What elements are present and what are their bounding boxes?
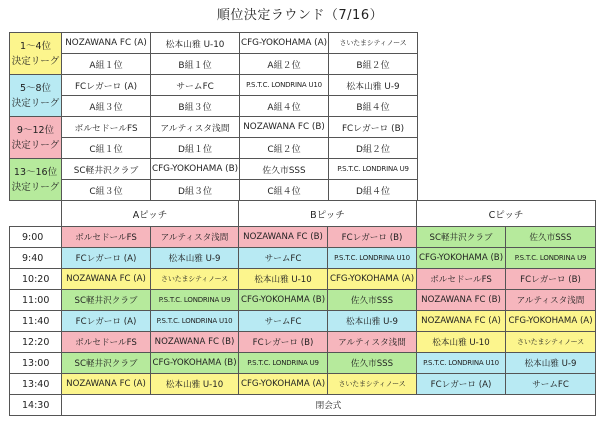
match-team: P.S.T.C. LONDRINA U9 <box>506 248 596 269</box>
match-team: P.S.T.C. LONDRINA U9 <box>151 290 239 311</box>
league-team: NOZAWANA FC (A) <box>62 33 151 54</box>
league-team: CFG-YOKOHAMA (A) <box>240 33 329 54</box>
match-team: サームFC <box>239 248 328 269</box>
match-time: 11:40 <box>10 311 62 332</box>
league-label-line: 13～16位 <box>13 166 58 178</box>
match-team: FCレガーロ (B) <box>239 332 328 353</box>
league-team: CFG-YOKOHAMA (B) <box>151 159 240 180</box>
league-team: 松本山雅 U-9 <box>329 75 418 96</box>
match-team: SC軽井沢クラブ <box>62 290 151 311</box>
match-team: ボルセドールFS <box>62 227 151 248</box>
match-team: NOZAWANA FC (B) <box>417 290 506 311</box>
league-team: SC軽井沢クラブ <box>62 159 151 180</box>
schedule-row <box>10 353 596 374</box>
league-rank-row <box>10 96 418 117</box>
league-rank: B組２位 <box>329 54 418 75</box>
match-team: CFG-YOKOHAMA (A) <box>239 374 328 395</box>
match-team: CFG-YOKOHAMA (A) <box>506 311 596 332</box>
schedule-row <box>10 248 596 269</box>
closing-time: 14:30 <box>10 395 62 416</box>
league-rank-row <box>10 54 418 75</box>
league-label <box>10 33 62 75</box>
league-team: P.S.T.C. LONDRINA U9 <box>329 159 418 180</box>
header-corner <box>10 201 62 227</box>
match-time: 9:40 <box>10 248 62 269</box>
league-label-line: 9～12位 <box>16 124 55 136</box>
match-team: FCレガーロ (B) <box>506 269 596 290</box>
match-team: NOZAWANA FC (A) <box>62 269 151 290</box>
league-rank: B組１位 <box>151 54 240 75</box>
match-team: P.S.T.C. LONDRINA U9 <box>239 353 328 374</box>
league-team: 佐久市SSS <box>240 159 329 180</box>
league-rank: C組１位 <box>62 138 151 159</box>
league-rank: B組４位 <box>329 96 418 117</box>
match-team: NOZAWANA FC (B) <box>239 227 328 248</box>
match-time: 11:00 <box>10 290 62 311</box>
match-team: FCレガーロ (B) <box>328 227 417 248</box>
league-label-line: 決定リーグ <box>11 55 60 67</box>
league-table <box>9 32 418 201</box>
match-team: CFG-YOKOHAMA (A) <box>328 269 417 290</box>
league-team: 松本山雅 U-10 <box>151 33 240 54</box>
league-team: さいたまシティノース <box>329 33 418 54</box>
league-row <box>10 117 418 138</box>
league-team: アルティスタ浅間 <box>151 117 240 138</box>
page-title: 順位決定ラウンド（7/16） <box>216 8 384 23</box>
match-team: サームFC <box>239 311 328 332</box>
match-team: P.S.T.C. LONDRINA U10 <box>417 353 506 374</box>
schedule-row <box>10 227 596 248</box>
league-rank: A組１位 <box>62 54 151 75</box>
match-team: SC軽井沢クラブ <box>62 353 151 374</box>
league-rank: C組３位 <box>62 180 151 201</box>
match-time: 12:20 <box>10 332 62 353</box>
schedule-row <box>10 269 596 290</box>
match-team: CFG-YOKOHAMA (B) <box>151 353 239 374</box>
pitch-header-b: Bピッチ <box>239 201 417 227</box>
schedule-row <box>10 311 596 332</box>
schedule-table <box>9 200 596 416</box>
league-rank: A組４位 <box>240 96 329 117</box>
league-label <box>10 117 62 159</box>
match-team: ボルセドールFS <box>417 269 506 290</box>
match-team: FCレガーロ (A) <box>62 248 151 269</box>
match-team: さいたまシティノース <box>151 269 239 290</box>
league-label-line: 5～8位 <box>19 82 52 94</box>
league-team: FCレガーロ (A) <box>62 75 151 96</box>
league-rank: C組２位 <box>240 138 329 159</box>
league-label <box>10 159 62 201</box>
league-row <box>10 159 418 180</box>
league-team: サームFC <box>151 75 240 96</box>
league-rank: A組３位 <box>62 96 151 117</box>
match-time: 13:40 <box>10 374 62 395</box>
league-rank: C組４位 <box>240 180 329 201</box>
match-team: さいたまシティノース <box>328 374 417 395</box>
pitch-header-c: Cピッチ <box>417 201 596 227</box>
match-team: 松本山雅 U-9 <box>151 248 239 269</box>
match-time: 9:00 <box>10 227 62 248</box>
match-team: P.S.T.C. LONDRINA U10 <box>151 311 239 332</box>
match-team: 松本山雅 U-10 <box>417 332 506 353</box>
match-team: NOZAWANA FC (A) <box>417 311 506 332</box>
league-label-line: 決定リーグ <box>11 139 60 151</box>
match-team: NOZAWANA FC (B) <box>151 332 239 353</box>
league-label-line: 決定リーグ <box>11 97 60 109</box>
match-team: 佐久市SSS <box>328 290 417 311</box>
match-team: 松本山雅 U-9 <box>506 353 596 374</box>
match-team: P.S.T.C. LONDRINA U10 <box>328 248 417 269</box>
league-rank: A組２位 <box>240 54 329 75</box>
match-team: 松本山雅 U-10 <box>151 374 239 395</box>
match-team: CFG-YOKOHAMA (B) <box>239 290 328 311</box>
match-team: FCレガーロ (A) <box>62 311 151 332</box>
match-team: アルティスタ浅間 <box>328 332 417 353</box>
match-team: NOZAWANA FC (A) <box>62 374 151 395</box>
match-time: 10:20 <box>10 269 62 290</box>
match-time: 13:00 <box>10 353 62 374</box>
match-team: サームFC <box>506 374 596 395</box>
schedule-row <box>10 374 596 395</box>
league-team: ボルセドールFS <box>62 117 151 138</box>
match-team: 佐久市SSS <box>506 227 596 248</box>
match-team: 松本山雅 U-10 <box>239 269 328 290</box>
league-team: P.S.T.C. LONDRINA U10 <box>240 75 329 96</box>
league-row <box>10 75 418 96</box>
schedule-row <box>10 290 596 311</box>
pitch-header-a: Aピッチ <box>62 201 239 227</box>
match-team: さいたまシティノース <box>506 332 596 353</box>
closing-row <box>10 395 596 416</box>
league-label <box>10 75 62 117</box>
schedule-row <box>10 332 596 353</box>
league-rank-row <box>10 138 418 159</box>
league-label-line: 決定リーグ <box>11 181 60 193</box>
match-team: 松本山雅 U-9 <box>328 311 417 332</box>
league-rank: D組４位 <box>329 180 418 201</box>
match-team: アルティスタ浅間 <box>506 290 596 311</box>
league-rank: D組２位 <box>329 138 418 159</box>
match-team: CFG-YOKOHAMA (B) <box>417 248 506 269</box>
match-team: 佐久市SSS <box>328 353 417 374</box>
league-rank-row <box>10 180 418 201</box>
league-rank: D組１位 <box>151 138 240 159</box>
league-label-line: 1～4位 <box>19 40 52 52</box>
league-team: NOZAWANA FC (B) <box>240 117 329 138</box>
league-rank: B組３位 <box>151 96 240 117</box>
pitch-header-row <box>10 201 596 227</box>
match-team: ボルセドールFS <box>62 332 151 353</box>
match-team: FCレガーロ (A) <box>417 374 506 395</box>
league-row <box>10 33 418 54</box>
match-team: SC軽井沢クラブ <box>417 227 506 248</box>
closing-ceremony: 閉会式 <box>62 395 596 416</box>
match-team: アルティスタ浅間 <box>151 227 239 248</box>
league-rank: D組３位 <box>151 180 240 201</box>
league-team: FCレガーロ (B) <box>329 117 418 138</box>
